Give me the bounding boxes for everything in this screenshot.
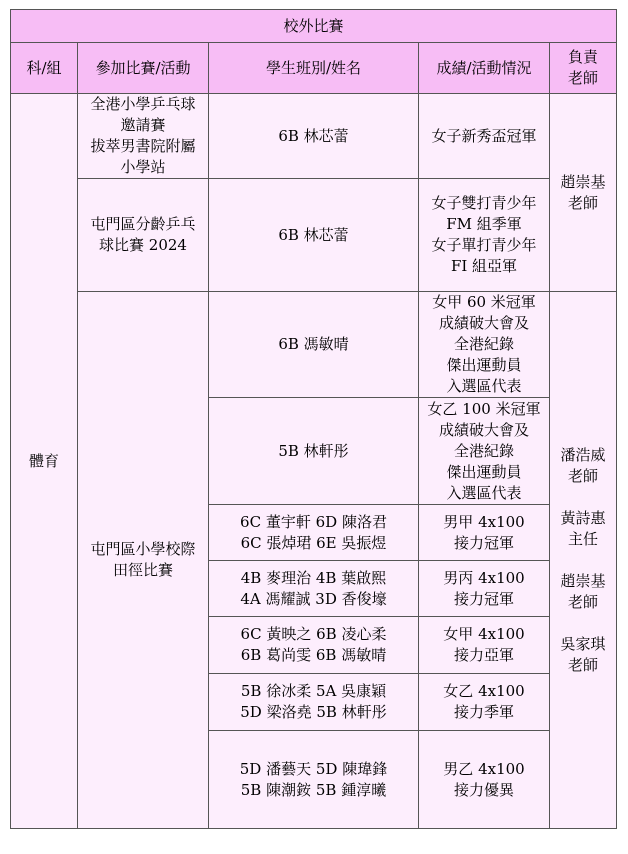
event-cell: 全港小學乒乓球 邀請賽 拔萃男書院附屬 小學站 <box>78 94 209 179</box>
student-cell: 6B 林芯蕾 <box>209 179 419 292</box>
result-cell: 男丙 4x100 接力冠軍 <box>419 561 550 617</box>
student-cell: 6C 董宇軒 6D 陳洛君 6C 張焯珺 6E 吳振煜 <box>209 505 419 561</box>
teacher-cell: 趙崇基 老師 <box>550 94 617 292</box>
student-cell: 6C 黃映之 6B 凌心柔 6B 葛尚雯 6B 馮敏晴 <box>209 617 419 674</box>
table-row <box>11 94 617 179</box>
student-cell: 5B 徐冰柔 5A 吳康穎 5D 梁洛堯 5B 林軒彤 <box>209 674 419 731</box>
event-cell: 屯門區小學校際 田徑比賽 <box>78 292 209 829</box>
teacher-cell: 潘浩威 老師 黃詩惠 主任 趙崇基 老師 吳家琪 老師 <box>550 292 617 829</box>
student-cell: 6B 馮敏晴 <box>209 292 419 398</box>
result-cell: 女甲 4x100 接力亞軍 <box>419 617 550 674</box>
table-title: 校外比賽 <box>11 10 617 43</box>
header-student: 學生班別/姓名 <box>209 43 419 94</box>
subject-cell: 體育 <box>11 94 78 829</box>
header-result: 成績/活動情況 <box>419 43 550 94</box>
result-cell: 女子雙打青少年 FM 組季軍 女子單打青少年 FI 組亞軍 <box>419 179 550 292</box>
student-cell: 4B 麥理治 4B 葉啟熙 4A 馮耀誠 3D 香俊壕 <box>209 561 419 617</box>
student-cell: 5B 林軒彤 <box>209 398 419 505</box>
header-event: 參加比賽/活動 <box>78 43 209 94</box>
event-cell: 屯門區分齡乒乓 球比賽 2024 <box>78 179 209 292</box>
competition-table <box>10 9 617 829</box>
student-cell: 6B 林芯蕾 <box>209 94 419 179</box>
header-subject: 科/組 <box>11 43 78 94</box>
result-cell: 女甲 60 米冠軍 成績破大會及 全港紀錄 傑出運動員 入選區代表 <box>419 292 550 398</box>
result-cell: 女子新秀盃冠軍 <box>419 94 550 179</box>
result-cell: 女乙 100 米冠軍 成績破大會及 全港紀錄 傑出運動員 入選區代表 <box>419 398 550 505</box>
table-row <box>11 292 617 398</box>
student-cell: 5D 潘藝天 5D 陳瑋鋒 5B 陳潮銨 5B 鍾淳曦 <box>209 731 419 829</box>
result-cell: 男乙 4x100 接力優異 <box>419 731 550 829</box>
result-cell: 男甲 4x100 接力冠軍 <box>419 505 550 561</box>
table-row <box>11 179 617 292</box>
header-teacher: 負責 老師 <box>550 43 617 94</box>
result-cell: 女乙 4x100 接力季軍 <box>419 674 550 731</box>
